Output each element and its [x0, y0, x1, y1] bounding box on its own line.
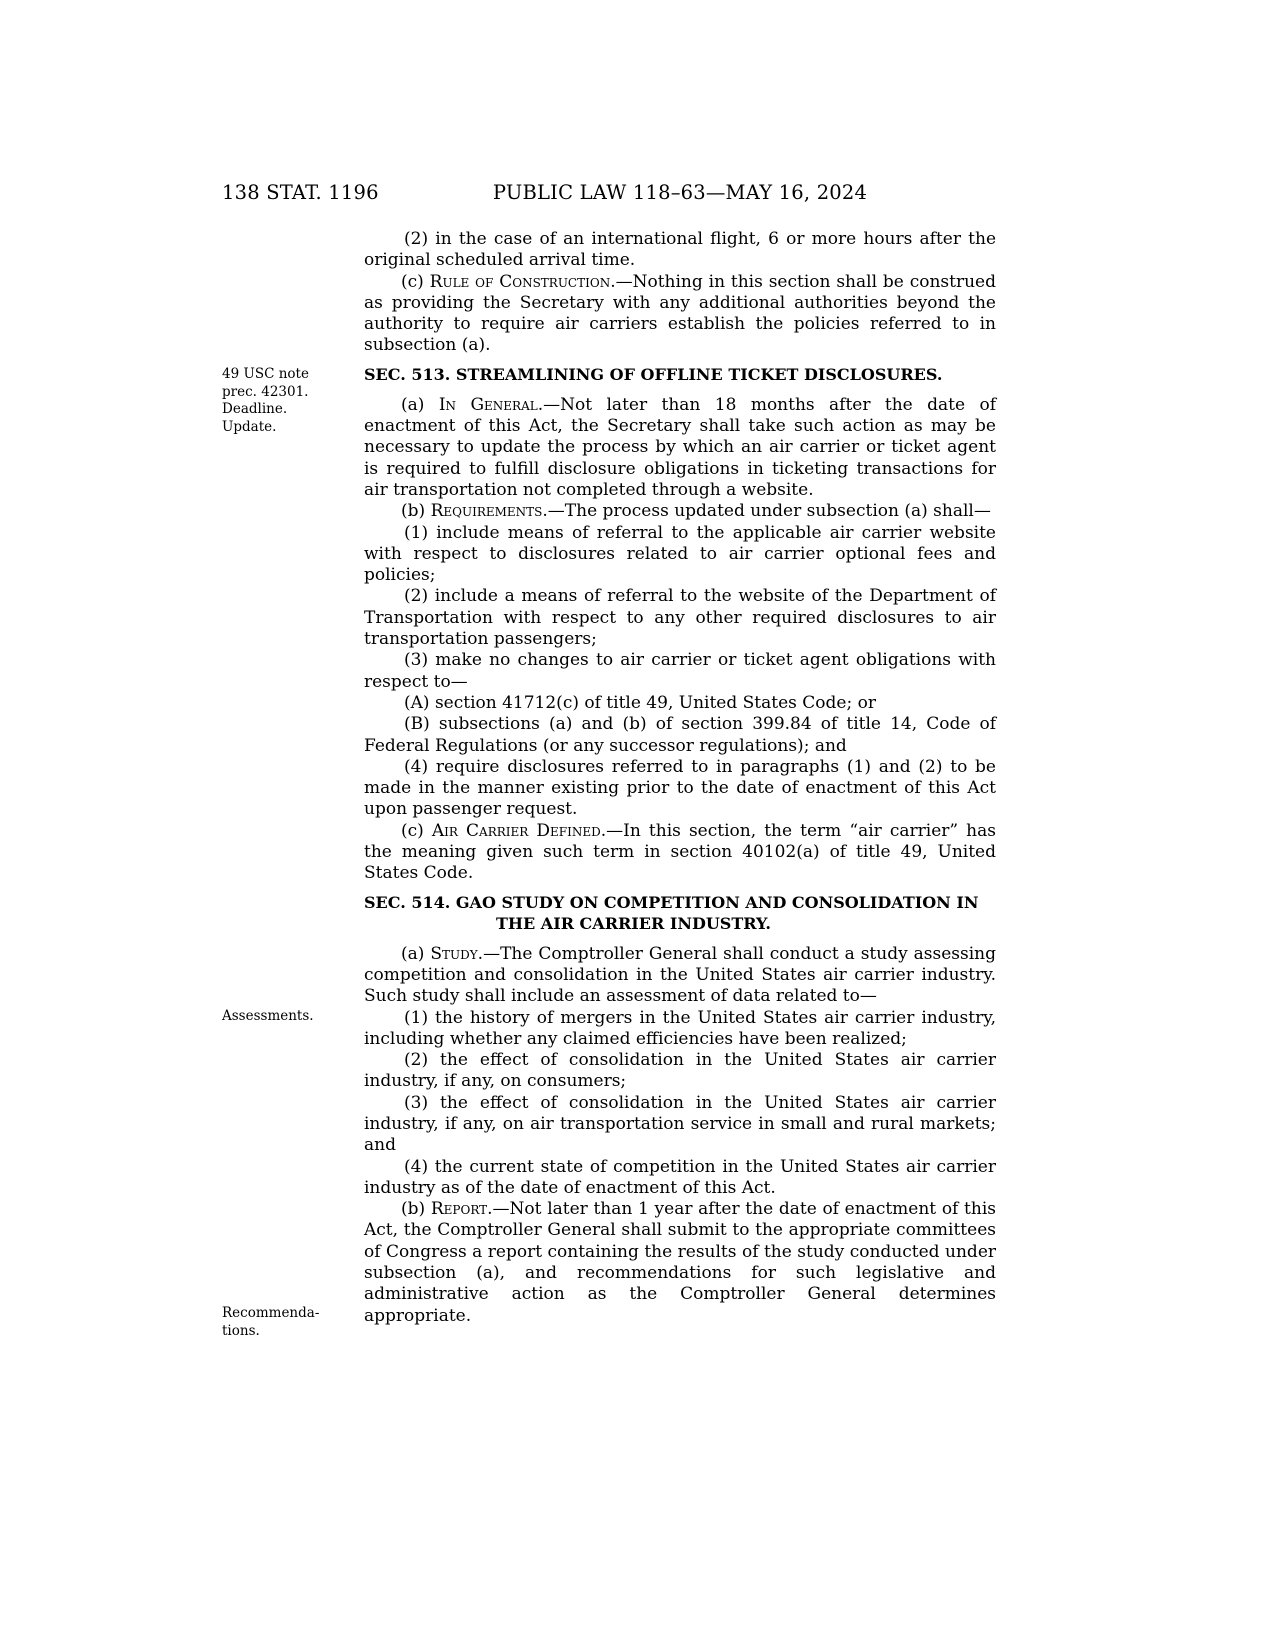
section-heading: SEC. 514. GAO STUDY ON COMPETITION AND CONSOLIDATION IN THE AIR CARRIER INDUSTRY. [364, 892, 979, 933]
text-run: .—The Comptroller General shall conduct a study assessing competition and consolidation in the United States air carrier industry. Such study shall include an assessment of data related to— [364, 943, 996, 1007]
text-run: (b) [401, 501, 431, 522]
statute-paragraph [364, 714, 996, 757]
statute-paragraph [364, 821, 996, 885]
page-stat-number: 138 STAT. 1196 [222, 181, 379, 204]
text-run: (2) include a means of referral to the website of the Department of Transportation with respect to any other required disclosures to air transportation passengers; [364, 586, 996, 650]
margin-note [222, 1008, 344, 1026]
text-run: (4) the current state of competition in the United States air carrier industry as of the date of enactment of this Act. [364, 1156, 996, 1198]
statute-paragraph [364, 229, 996, 272]
text-run: (c) [401, 820, 432, 841]
statute-paragraph [364, 395, 996, 501]
statute-paragraph [364, 1157, 996, 1200]
statute-paragraph [364, 944, 996, 1008]
text-run: (A) section 41712(c) of title 49, United States Code; or [404, 692, 876, 713]
section-heading: SEC. 513. STREAMLINING OF OFFLINE TICKET DISCLOSURES. [364, 364, 943, 384]
smallcaps-run: Air Carrier Defined [431, 820, 601, 841]
margin-note-line: 49 USC note [222, 366, 309, 382]
body-column [364, 229, 996, 1327]
text-run: (1) include means of referral to the applicable air carrier website with respect to disclosures related to air carrier optional fees and policies; [364, 522, 996, 586]
text-run: (a) [401, 394, 439, 415]
text-run: .—Not later than 18 months after the date of enactment of this Act, the Secretary shall take such action as may be necessary to update the process by which an air carrier or ticket agent is required to fulfill disclosure obligations in ticketing transactions for air transportation not completed through a website. [364, 394, 997, 500]
margin-note-line: tions. [222, 1322, 260, 1339]
margin-note [222, 1305, 344, 1340]
text-run: (B) subsections (a) and (b) of section 399.84 of title 14, Code of Federal Regulations (or any successor regulations); and [364, 714, 996, 756]
statute-paragraph [364, 693, 996, 714]
text-run: .—Not later than 1 year after the date of enactment of this Act, the Comptroller General shall submit to the appropriate committees of Congress a report containing the results of the study conducted under subsection (a), and recommendations for such legislative and administrative action as the Comptroller General determines appropriate. [364, 1199, 996, 1326]
margin-note [222, 366, 344, 436]
margin-note-line: prec. 42301. [222, 383, 309, 400]
text-run: (2) in the case of an international flight, 6 or more hours after the original scheduled arrival time. [364, 229, 996, 271]
margin-note-line: Update. [222, 418, 277, 435]
margin-note-line: Recommenda- [222, 1305, 320, 1321]
page-law-title: PUBLIC LAW 118–63—MAY 16, 2024 [492, 181, 868, 204]
text-run: (1) the history of mergers in the United States air carrier industry, including whether any claimed efficiencies have been realized; [364, 1007, 996, 1049]
text-run: .—In this section, the term “air carrier” has the meaning given such term in section 40102(a) of title 49, United States Code. [364, 820, 996, 884]
text-run: .—The process updated under subsection (a) shall— [542, 501, 991, 522]
statute-paragraph [364, 523, 996, 587]
margin-note-line: Assessments. [222, 1008, 314, 1024]
smallcaps-run: Study [430, 943, 478, 964]
statute-paragraph [364, 586, 996, 650]
statute-paragraph [364, 272, 996, 357]
statute-paragraph [364, 501, 996, 522]
text-run: (2) the effect of consolidation in the United States air carrier industry, if any, on consumers; [364, 1050, 996, 1092]
text-run: .—Nothing in this section shall be construed as providing the Secretary with any additional authorities beyond the authority to require air carriers establish the policies referred to in subsection (a). [364, 271, 996, 356]
statute-paragraph [364, 1093, 996, 1157]
smallcaps-run: Rule of Construction [429, 271, 611, 292]
statute-paragraph [364, 1050, 996, 1093]
smallcaps-run: In General [438, 394, 538, 415]
text-run: (3) make no changes to air carrier or ticket agent obligations with respect to— [364, 650, 996, 692]
smallcaps-run: Report [430, 1199, 488, 1220]
statute-paragraph [364, 1199, 996, 1327]
margin-note-line: Deadline. [222, 401, 288, 417]
statute-paragraph [364, 650, 996, 693]
smallcaps-run: Requirements [430, 501, 543, 522]
statute-paragraph [364, 1008, 996, 1051]
text-run: (a) [401, 943, 431, 964]
statute-paragraph [364, 757, 996, 821]
text-run: (c) [401, 271, 430, 292]
text-run: (b) [401, 1199, 431, 1220]
text-run: (3) the effect of consolidation in the United States air carrier industry, if any, on air transportation service in small and rural markets; and [364, 1092, 996, 1156]
text-run: (4) require disclosures referred to in paragraphs (1) and (2) to be made in the manner existing prior to the date of enactment of this Act upon passenger request. [364, 756, 996, 820]
